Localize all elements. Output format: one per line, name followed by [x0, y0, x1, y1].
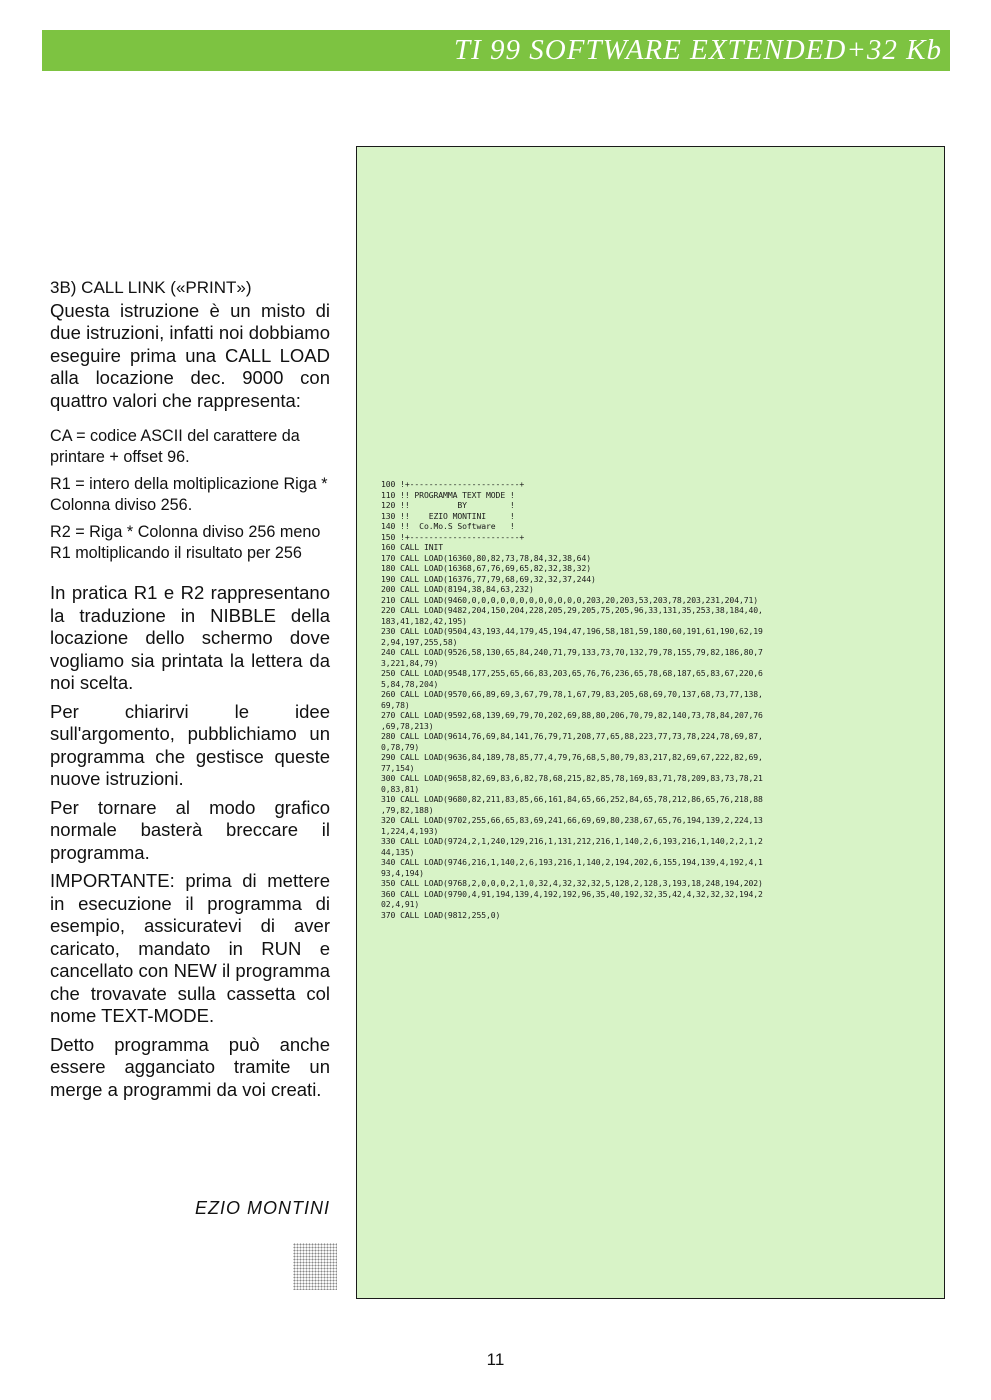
- article-text: [50, 277, 330, 1107]
- listing-line: 110 !! PROGRAMMA TEXT MODE !: [381, 489, 515, 500]
- definition-r2: R2 = Riga * Colonna diviso 256 meno R1 moltiplicando il risultato per 256: [50, 523, 321, 562]
- intro-paragraph: Questa istruzione è un misto di due istruzioni, infatti noi dobbiamo eseguire prima una CALL LOAD alla locazione dec. 9000 con quattro valori che rappresenta:: [50, 299, 330, 411]
- header-band: [42, 30, 950, 71]
- paragraph-graphic-mode: Per tornare al modo grafico normale basterà breccare il programma.: [50, 796, 330, 863]
- listing-line: 93,4,194): [381, 867, 424, 878]
- listing-line: 200 CALL LOAD(8194,38,84,63,232): [381, 584, 534, 594]
- paragraph-merge: Detto programma può anche essere agganciato tramite un merge a programmi da voi creati.: [50, 1033, 330, 1100]
- listing-line: 210 CALL LOAD(9460,0,0,0,0,0,0,0,0,0,0,0,0,203,20,203,53,203,78,203,231,204,71): [381, 594, 759, 605]
- listing-line: 1,224,4,193): [381, 825, 439, 836]
- listing-line: 370 CALL LOAD(9812,255,0): [381, 909, 501, 920]
- listing-line: 290 CALL LOAD(9636,84,189,78,85,77,4,79,76,68,5,80,79,83,217,82,69,67,222,82,69,: [381, 752, 763, 762]
- section-heading: 3B) CALL LINK («PRINT»): [50, 278, 252, 297]
- listing-line: 300 CALL LOAD(9658,82,69,83,6,82,78,68,215,82,85,78,169,83,71,78,209,83,73,78,21: [381, 773, 763, 783]
- listing-line: 2,94,197,255,58): [381, 636, 458, 647]
- paragraph-nibble: In pratica R1 e R2 rappresentano la traduzione in NIBBLE della locazione dello schermo dove vogliamo sia printata la lettera da noi scelta.: [50, 582, 330, 693]
- listing-line: 150 !+-----------------------+: [381, 531, 525, 542]
- listing-line: ,69,78,213): [381, 720, 434, 731]
- listing-line: 130 !! EZIO MONTINI !: [381, 510, 515, 521]
- listing-line: 5,84,78,204): [381, 678, 439, 689]
- listing-line: 360 CALL LOAD(9790,4,91,194,139,4,192,192,96,35,40,192,32,35,42,4,32,32,32,194,2: [381, 888, 763, 899]
- listing-line: 280 CALL LOAD(9614,76,69,84,141,76,79,71,208,77,65,88,223,77,73,78,224,78,69,87,: [381, 731, 763, 741]
- listing-line: 190 CALL LOAD(16376,77,79,68,69,32,32,37,244): [381, 573, 596, 584]
- program-listing: [381, 479, 941, 920]
- listing-line: 0,83,81): [381, 783, 420, 794]
- listing-line: 180 CALL LOAD(16368,67,76,69,65,82,32,38,32): [381, 563, 592, 573]
- listing-line: 44,135): [381, 846, 415, 857]
- listing-line: 170 CALL LOAD(16360,80,82,73,78,84,32,38,64): [381, 552, 592, 563]
- definition-r1: R1 = intero della moltiplicazione Riga * Colonna diviso 256.: [50, 475, 328, 514]
- page-number: 11: [486, 1350, 505, 1369]
- decorative-dot-pattern: [293, 1243, 337, 1290]
- listing-line: 250 CALL LOAD(9548,177,255,65,66,83,203,65,76,76,236,65,78,68,187,65,83,67,220,6: [381, 668, 763, 678]
- listing-line: ,79,82,188): [381, 804, 434, 815]
- listing-line: 220 CALL LOAD(9482,204,150,204,228,205,29,205,75,205,96,33,131,35,253,38,184,40,: [381, 605, 763, 615]
- listing-line: 69,78): [381, 699, 410, 710]
- listing-line: 120 !! BY !: [381, 500, 515, 510]
- paragraph-important: IMPORTANTE: prima di mettere in esecuzione il programma di esempio, assicuratevi di aver caricato, mandato in RUN e cancellato con NEW il programma che trovavate sulla cassetta col nome TEXT-MODE.: [50, 870, 330, 1026]
- listing-line: 240 CALL LOAD(9526,58,130,65,84,240,71,79,133,73,70,132,79,78,155,79,82,186,80,7: [381, 647, 763, 657]
- listing-line: 183,41,182,42,195): [381, 615, 467, 626]
- page-title: TI 99 SOFTWARE EXTENDED+32 Kb: [454, 34, 942, 66]
- listing-line: 330 CALL LOAD(9724,2,1,240,129,216,1,131,212,216,1,140,2,6,193,216,1,140,2,2,1,2: [381, 836, 763, 846]
- listing-line: 340 CALL LOAD(9746,216,1,140,2,6,193,216,1,140,2,194,202,6,155,194,139,4,192,4,1: [381, 857, 763, 867]
- listing-line: 100 !+-----------------------+: [381, 479, 525, 489]
- listing-line: 140 !! Co.Mo.S Software !: [381, 521, 515, 531]
- listing-line: 77,154): [381, 762, 415, 773]
- listing-line: 270 CALL LOAD(9592,68,139,69,79,70,202,69,88,80,206,70,79,82,140,73,78,84,207,76: [381, 710, 763, 720]
- listing-line: 310 CALL LOAD(9680,82,211,83,85,66,161,84,65,66,252,84,65,78,212,86,65,76,218,88: [381, 794, 763, 804]
- paragraph-program: Per chiarirvi le idee sull'argomento, pubblichiamo un programma che gestisce queste nuove istruzioni.: [50, 700, 330, 789]
- listing-line: 02,4,91): [381, 899, 420, 909]
- listing-line: 160 CALL INIT: [381, 542, 444, 552]
- listing-line: 230 CALL LOAD(9504,43,193,44,179,45,194,47,196,58,181,59,180,60,191,61,190,62,19: [381, 626, 763, 636]
- listing-line: 350 CALL LOAD(9768,2,0,0,0,2,1,0,32,4,32,32,32,5,128,2,128,3,193,18,248,194,202): [381, 878, 763, 888]
- listing-line: 3,221,84,79): [381, 657, 439, 668]
- author-signature: EZIO MONTINI: [195, 1198, 330, 1218]
- definition-ca: CA = codice ASCII del carattere da printare + offset 96.: [50, 427, 300, 466]
- listing-line: 260 CALL LOAD(9570,66,89,69,3,67,79,78,1,67,79,83,205,68,69,70,137,68,73,77,138,: [381, 689, 763, 699]
- listing-line: 320 CALL LOAD(9702,255,66,65,83,69,241,66,69,69,80,238,67,65,76,194,139,2,224,13: [381, 815, 763, 825]
- program-listing-box: [356, 146, 945, 1299]
- listing-line: 0,78,79): [381, 741, 420, 752]
